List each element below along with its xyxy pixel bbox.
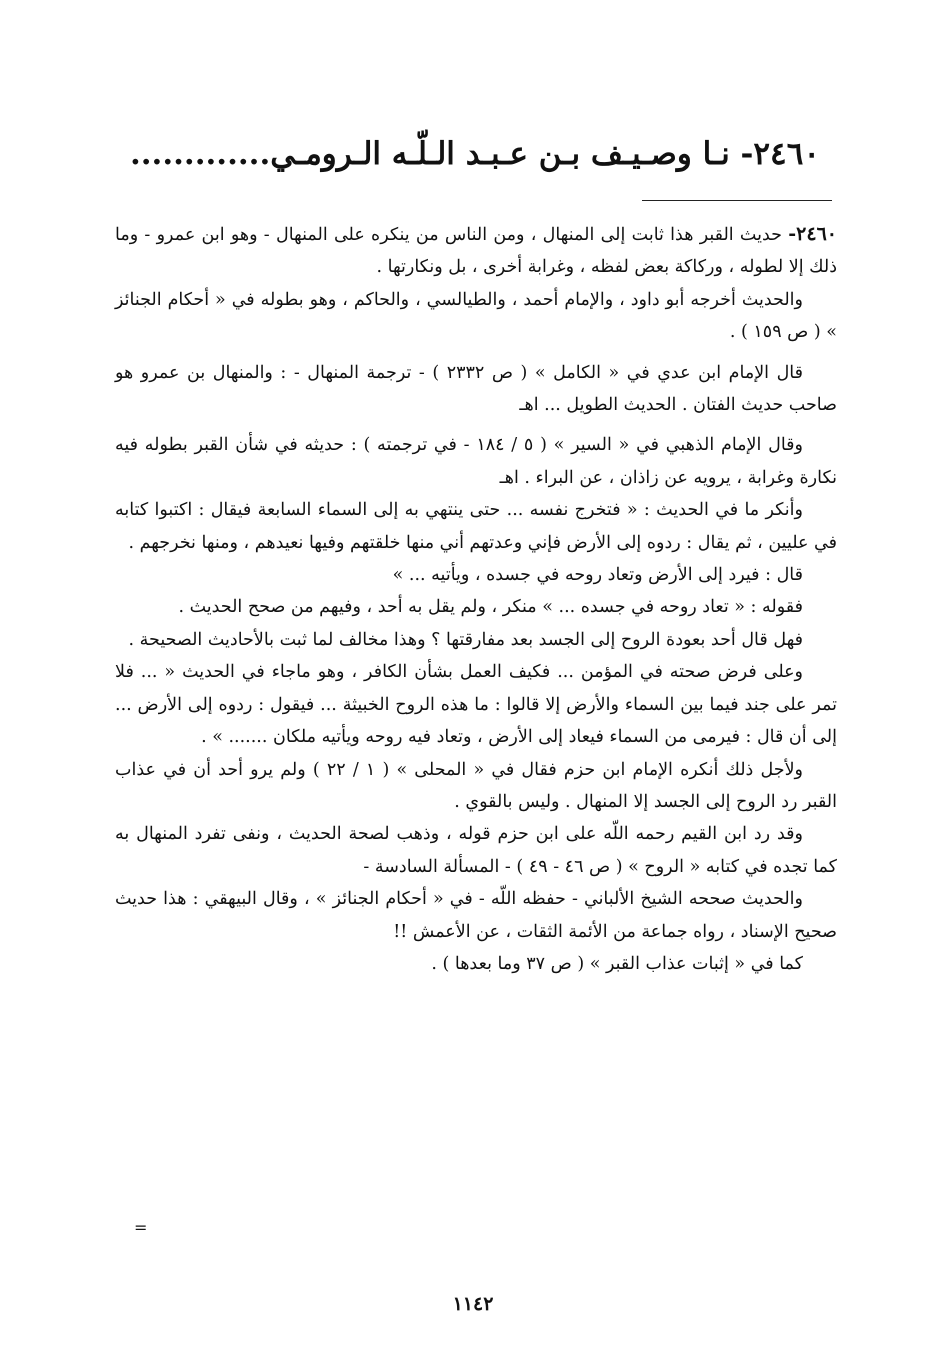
paragraph-1 — [115, 218, 837, 284]
paragraph-13: كما في « إثبات عذاب القبر » ( ص ٣٧ وما بعدها ) . — [431, 953, 803, 974]
paragraph-5: وأنكر ما في الحديث : « فتخرج نفسه ... حتى ينتهي به إلى السماء السابعة فيقال : اكتبوا كتابه في عليين ، ثم يقال : ردوه إلى الأرض فإني وعدتهم أني منها خلقتهم وفيها نعيدهم ، ومنها نخرجهم . — [115, 500, 837, 553]
paragraph-11: وقد رد ابن القيم رحمه اللّه على ابن حزم قوله ، وذهب لصحة الحديث ، ونفى تفرد المنهال به كما تجده في كتابه « الروح » ( ص ٤٦ - ٤٩ ) - المسألة السادسة - — [115, 824, 837, 877]
paragraph-2: والحديث أخرجه أبو داود ، والإمام أحمد ، والطيالسي ، والحاكم ، وهو بطوله في « أحكام الجنائز » ( ص ١٥٩ ) . — [115, 289, 837, 343]
paragraph-1-text: حديث القبر هذا ثابت إلى المنهال ، ومن الناس من ينكره على المنهال - وهو ابن عمرو - وما ذلك إلا لطوله ، وركاكة بعض لفظه ، وغرابة أخرى ، بل ونكارتها . — [115, 225, 837, 278]
footnote-body — [115, 218, 837, 980]
hadith-heading: ٢٤٦٠- نـا وصـيـف بـن عـبـد الـلّـه الـرومـي............. — [129, 136, 820, 172]
paragraph-7: فقوله : « تعاد روحه في جسده ... » منكر ، ولم يقل به أحد ، وفيهم من صحح الحديث . — [178, 597, 803, 618]
paragraph-3: قال الإمام ابن عدي في « الكامل » ( ص ٢٣٣٢ ) - ترجمة المنهال - : والمنهال بن عمرو هو صاحب حديث الفتان . الحديث الطويل ... اهـ — [115, 362, 837, 416]
paragraph-4: وقال الإمام الذهبي في « السير » ( ٥ / ١٨٤ - في ترجمته ) : حديثه في شأن القبر بطوله فيه نكارة وغرابة ، يرويه عن زاذان ، عن البراء . اهـ — [115, 435, 837, 488]
page-number: ١١٤٢ — [452, 1293, 494, 1315]
continuation-mark: = — [134, 1218, 148, 1237]
paragraph-6: قال : فيرد إلى الأرض وتعاد روحه في جسده ، ويأتيه ... » — [392, 565, 803, 586]
separator-rule — [642, 200, 832, 201]
paragraph-8: فهل قال أحد بعودة الروح إلى الجسد بعد مفارقتها ؟ وهذا مخالف لما ثبت بالأحاديث الصحيحة . — [128, 629, 803, 650]
paragraph-12: والحديث صححه الشيخ الألباني - حفظه اللّه - في « أحكام الجنائز » ، وقال البيهقي : هذا حديث صحيح الإسناد ، رواه جماعة من الأئمة الثقات ، عن الأعمش !! — [115, 889, 837, 942]
entry-number: ٢٤٦٠- — [788, 223, 837, 245]
paragraph-10: ولأجل ذلك أنكره الإمام ابن حزم فقال في « المحلى » ( ١ / ٢٢ ) ولم يرو أحد أن في عذاب القبر رد الروح إلى الجسد إلا المنهال . وليس بالقوي . — [115, 759, 837, 812]
paragraph-9: وعلى فرض صحته في المؤمن ... فكيف العمل بشأن الكافر ، وهو ماجاء في الحديث « ... فلا تمر على جند فيما بين السماء والأرض إلا قالوا : ما هذه الروح الخبيثة ... فيقول : ردوه إلى الأرض ... إلى أن قال : فيرمى من السماء فيعاد إلى الأرض ، وتعاد فيه روحه ويأتيه ملكان ....... » . — [115, 662, 837, 748]
